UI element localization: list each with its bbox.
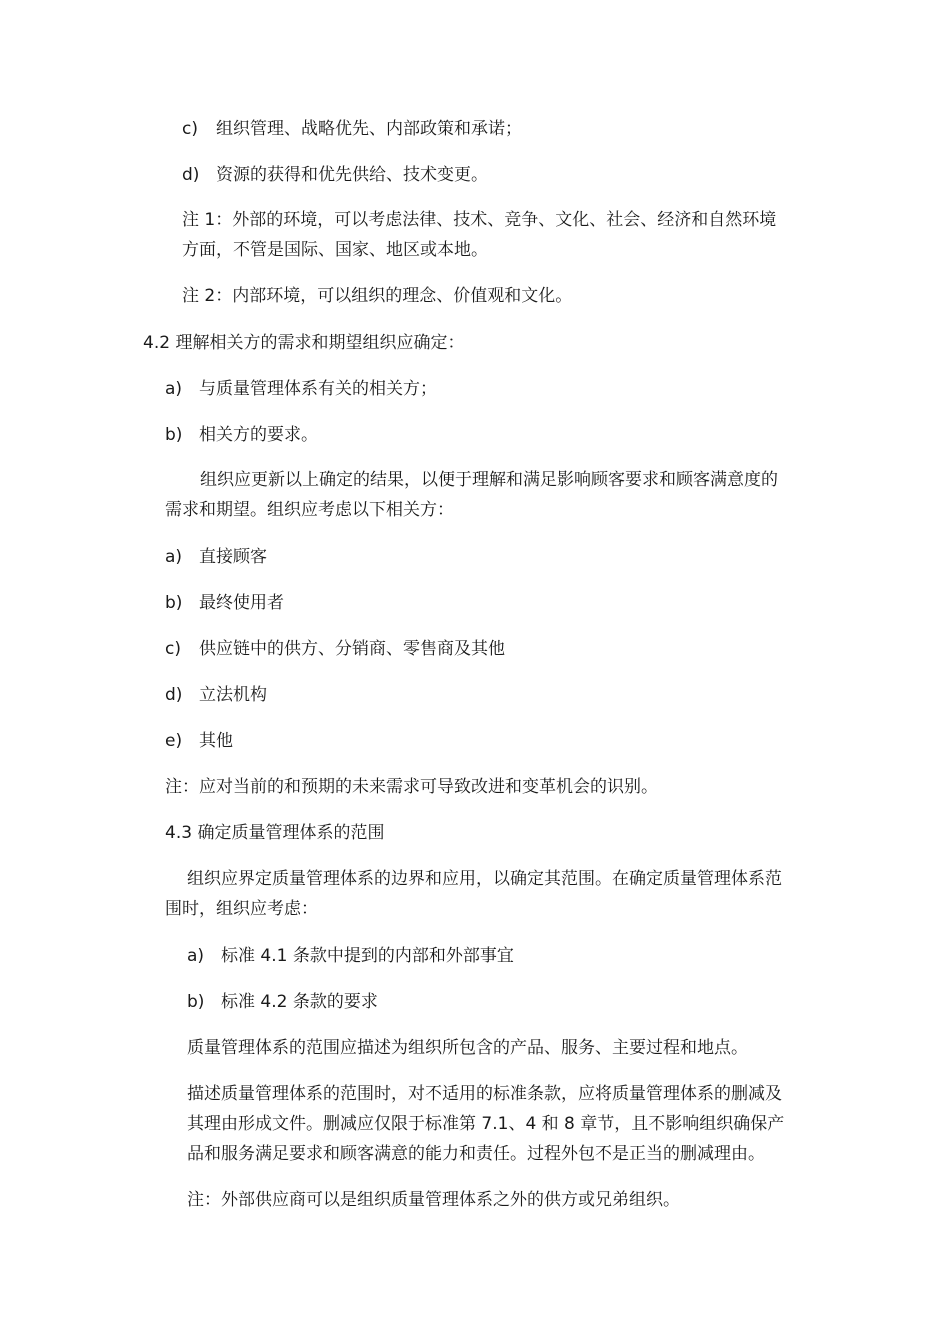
list-marker: a) <box>165 547 183 567</box>
note-1-line-1: 注 1：外部的环境，可以考虑法律、技术、竞争、文化、社会、经济和自然环境 <box>182 210 777 230</box>
party-item <box>165 639 505 659</box>
paragraph-line: 其理由形成文件。删减应仅限于标准第 7.1、4 和 8 章节，且不影响组织确保产 <box>187 1114 785 1134</box>
list-text: 立法机构 <box>199 685 267 705</box>
paragraph-line: 品和服务满足要求和顾客满意的能力和责任。过程外包不是正当的删减理由。 <box>187 1144 765 1164</box>
list-marker: c) <box>182 119 198 139</box>
list-text: 组织管理、战略优先、内部政策和承诺； <box>216 119 522 139</box>
list-item-a <box>165 379 437 399</box>
list-text: 供应链中的供方、分销商、零售商及其他 <box>199 639 505 659</box>
note: 注：应对当前的和预期的未来需求可导致改进和变革机会的识别。 <box>165 777 658 797</box>
paragraph-line: 围时，组织应考虑： <box>165 899 318 919</box>
list-marker: b) <box>165 593 183 613</box>
note-2: 注 2：内部环境，可以组织的理念、价值观和文化。 <box>182 286 573 306</box>
paragraph-line: 组织应更新以上确定的结果，以便于理解和满足影响顾客要求和顾客满意度的 <box>200 470 778 490</box>
list-marker: d) <box>182 165 200 185</box>
party-item <box>165 685 267 705</box>
list-text: 与质量管理体系有关的相关方； <box>199 379 437 399</box>
section-4-3-heading: 4.3 确定质量管理体系的范围 <box>165 823 385 843</box>
list-marker: c) <box>165 639 181 659</box>
note-1-line-2: 方面，不管是国际、国家、地区或本地。 <box>182 240 488 260</box>
list-text: 标准 4.2 条款的要求 <box>221 992 378 1012</box>
party-item <box>165 547 267 567</box>
list-marker: a) <box>165 379 183 399</box>
section-4-2-heading: 4.2 理解相关方的需求和期望组织应确定： <box>143 333 465 353</box>
list-item-a <box>187 946 514 966</box>
list-marker: e) <box>165 731 183 751</box>
note: 注：外部供应商可以是组织质量管理体系之外的供方或兄弟组织。 <box>187 1190 680 1210</box>
party-item <box>165 731 233 751</box>
list-item-d <box>182 165 488 185</box>
list-marker: d) <box>165 685 183 705</box>
list-text: 标准 4.1 条款中提到的内部和外部事宜 <box>221 946 514 966</box>
list-marker: a) <box>187 946 205 966</box>
list-marker: b) <box>165 425 183 445</box>
party-item <box>165 593 284 613</box>
list-text: 最终使用者 <box>199 593 284 613</box>
paragraph: 质量管理体系的范围应描述为组织所包含的产品、服务、主要过程和地点。 <box>187 1038 748 1058</box>
list-item-c <box>182 119 522 139</box>
paragraph-line: 描述质量管理体系的范围时，对不适用的标准条款，应将质量管理体系的删减及 <box>187 1084 782 1104</box>
list-item-b <box>165 425 318 445</box>
list-item-b <box>187 992 378 1012</box>
list-marker: b) <box>187 992 205 1012</box>
paragraph-line: 需求和期望。组织应考虑以下相关方： <box>165 500 454 520</box>
list-text: 相关方的要求。 <box>199 425 318 445</box>
list-text: 其他 <box>199 731 233 751</box>
list-text: 资源的获得和优先供给、技术变更。 <box>216 165 488 185</box>
paragraph-line: 组织应界定质量管理体系的边界和应用，以确定其范围。在确定质量管理体系范 <box>187 869 782 889</box>
list-text: 直接顾客 <box>199 547 267 567</box>
